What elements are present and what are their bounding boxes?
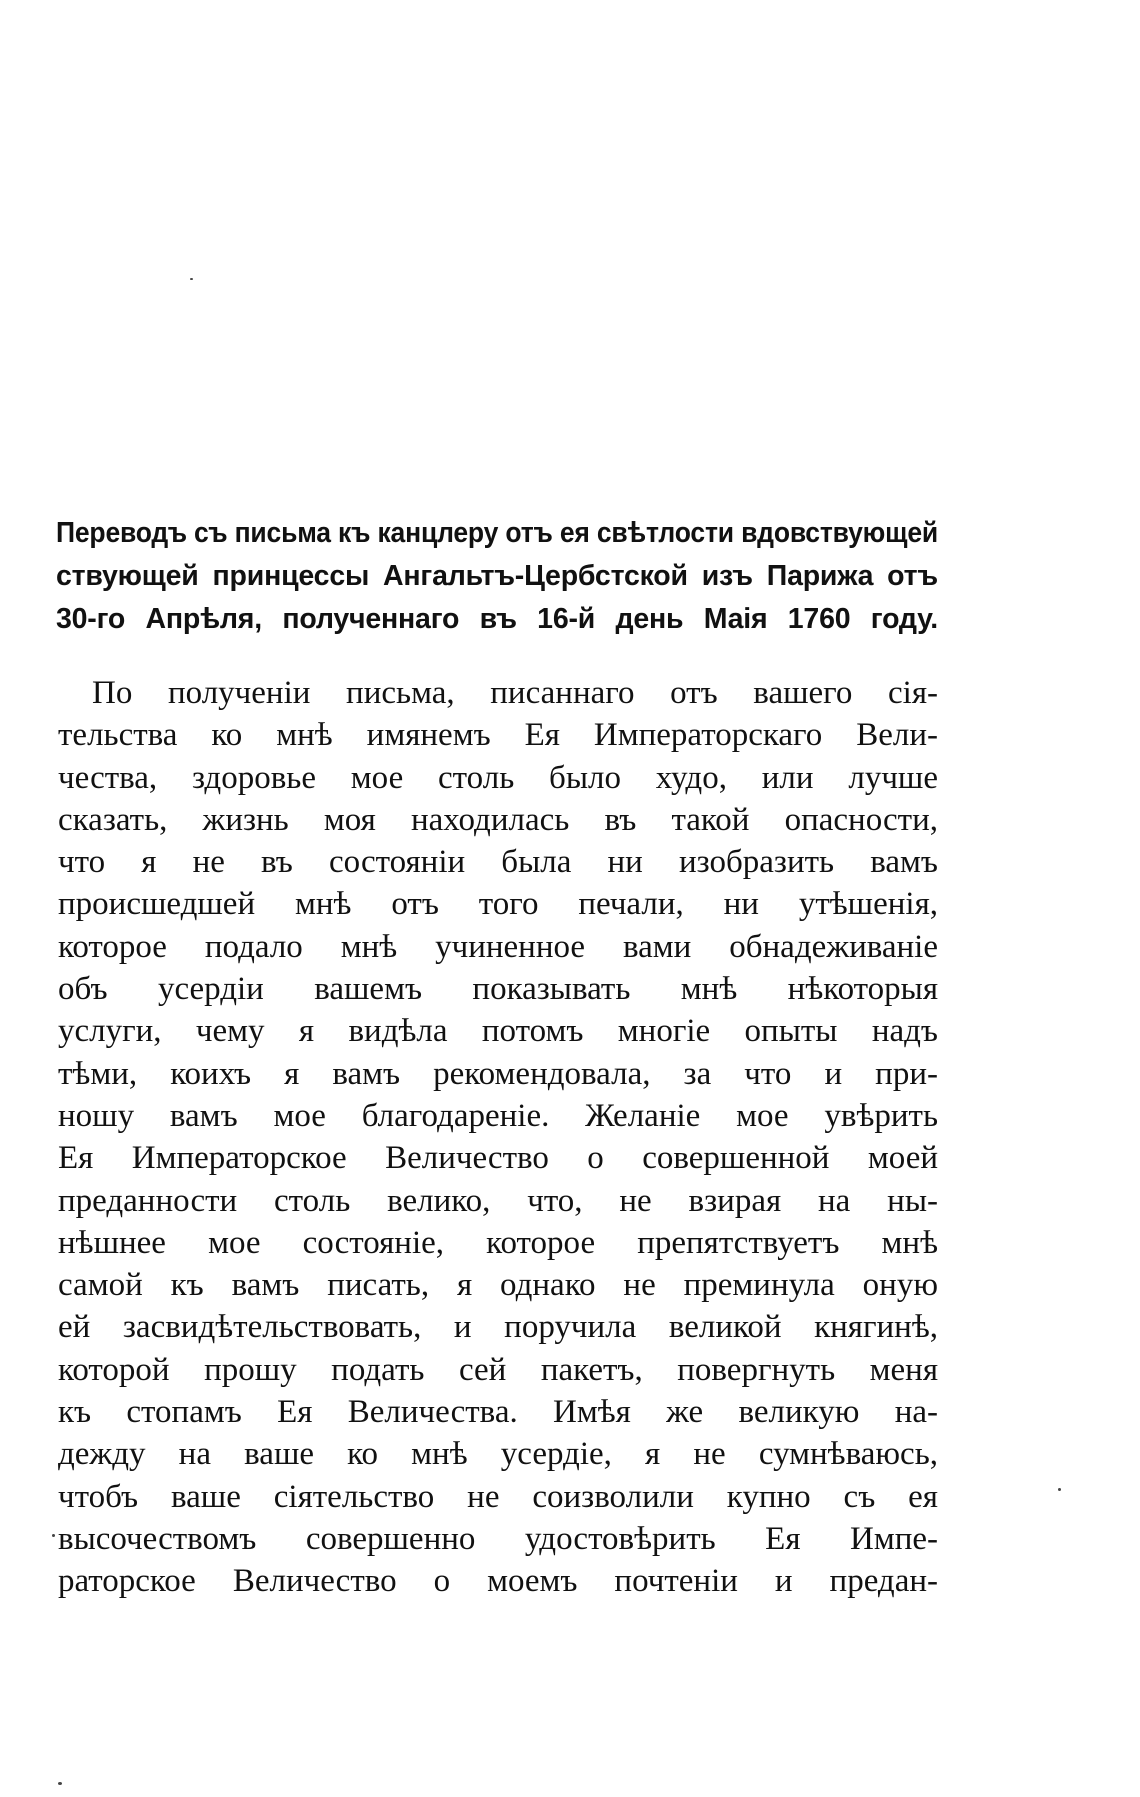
- heading-line: 30-го Апрѣля, полученнаго въ 16-й день Маія 1760 году.: [56, 603, 938, 635]
- scan-speck: [190, 278, 193, 280]
- body-line: которой прошу подать сей пакетъ, повергнуть меня: [58, 1351, 938, 1388]
- body-line: къ стопамъ Ея Величества. Имѣя же великую на-: [58, 1394, 938, 1431]
- letter-body: [58, 672, 938, 1603]
- body-line: По полученіи письма, писаннаго отъ вашего сія-: [92, 675, 938, 711]
- scan-speck: [1058, 1488, 1061, 1491]
- body-line: дежду на ваше ко мнѣ усердіе, я не сумнѣваюсь,: [58, 1436, 938, 1473]
- heading-line: Переводъ съ письма къ канцлеру отъ ея свѣтлости вдовствующей: [56, 517, 938, 549]
- body-line: которое подало мнѣ учиненное вами обнадеживаніе: [58, 928, 938, 965]
- body-line: высочествомъ совершенно удостовѣрить Ея Импе-: [58, 1520, 938, 1557]
- body-line: самой къ вамъ писать, я однако не преминула оную: [58, 1267, 938, 1304]
- body-line: ношу вамъ мое благодареніе. Желаніе мое увѣрить: [58, 1097, 938, 1134]
- body-line: услуги, чему я видѣла потомъ многіе опыты надъ: [58, 1013, 938, 1050]
- letter-heading: [56, 512, 938, 641]
- scan-speck: [52, 1534, 55, 1537]
- body-line: ей засвидѣтельствовать, и поручила великой княгинѣ,: [58, 1309, 938, 1346]
- body-line: тѣми, коихъ я вамъ рекомендовала, за что и при-: [58, 1055, 938, 1092]
- body-line: преданности столь велико, что, не взирая на ны-: [58, 1182, 938, 1219]
- body-line: нѣшнее мое состояніе, которое препятствуетъ мнѣ: [58, 1224, 938, 1261]
- body-line: тельства ко мнѣ имянемъ Ея Императорскаго Вели-: [58, 717, 938, 754]
- body-line: раторское Величество о моемъ почтеніи и предан-: [58, 1563, 938, 1600]
- scan-speck: [58, 1782, 62, 1785]
- body-line: сказать, жизнь моя находилась въ такой опасности,: [58, 801, 938, 838]
- body-line: чтобъ ваше сіятельство не соизволили купно съ ея: [58, 1478, 938, 1515]
- heading-line: ствующей принцессы Ангальтъ-Цербстской изъ Парижа отъ: [56, 560, 938, 592]
- body-line: объ усердіи вашемъ показывать мнѣ нѣкоторыя: [58, 971, 938, 1008]
- body-line: Ея Императорское Величество о совершенной моей: [58, 1140, 938, 1177]
- body-line: чества, здоровье мое столь было худо, или лучше: [58, 759, 938, 796]
- body-line: что я не въ состояніи была ни изобразить вамъ: [58, 844, 938, 881]
- body-line: происшедшей мнѣ отъ того печали, ни утѣшенія,: [58, 886, 938, 923]
